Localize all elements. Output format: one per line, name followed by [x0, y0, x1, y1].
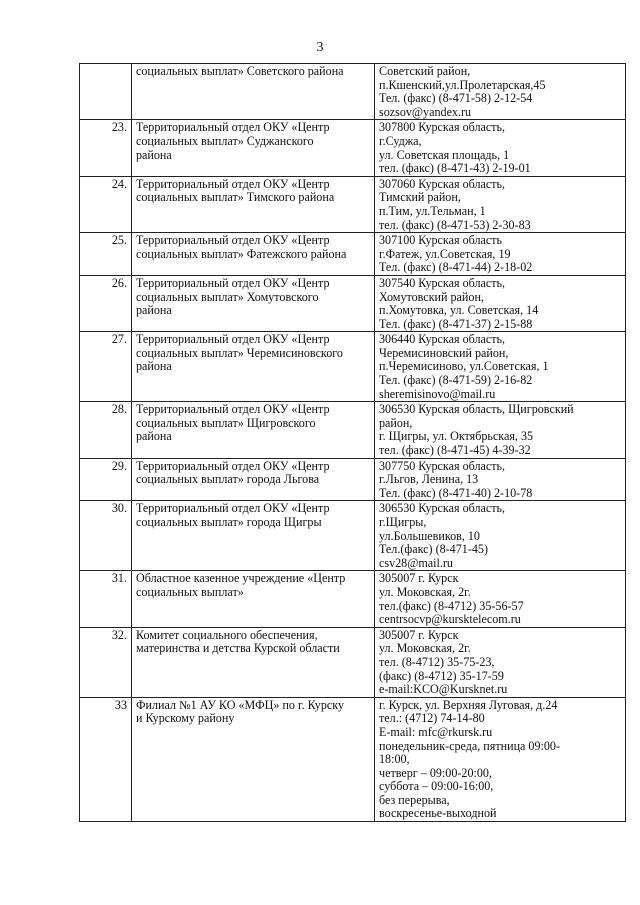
- page-number: 3: [316, 40, 324, 55]
- address-line: 306530 Курская область, Щигровский: [379, 402, 574, 417]
- address-line: суббота – 09:00-16:00,: [379, 779, 494, 794]
- address-line: 307100 Курская область: [379, 233, 503, 248]
- organization-name-line: и Курскому району: [136, 711, 235, 726]
- address-line: Тел. (факс) (8-471-59) 2-16-82: [379, 373, 533, 388]
- organization-address: [375, 120, 626, 176]
- address-line: Тимский район,: [379, 190, 461, 205]
- address-line: тел. (8-4712) 35-75-23,: [379, 654, 495, 669]
- address-line: ул. Моковская, 2г.: [379, 584, 471, 599]
- organization-name-line: района: [136, 303, 172, 318]
- address-line: sheremisinovo@mail.ru: [379, 386, 496, 401]
- address-line: Тел. (факс) (8-471-40) 2-10-78: [379, 485, 533, 500]
- organization-name-line: Территориальный отдел ОКУ «Центр: [136, 233, 330, 248]
- address-line: г.Суджа,: [379, 133, 422, 148]
- organization-name: [132, 402, 375, 458]
- organization-name: [132, 332, 375, 402]
- organization-address: [375, 176, 626, 232]
- row-number: 33: [80, 697, 132, 821]
- organization-name-line: района: [136, 147, 172, 162]
- organization-name-line: Территориальный отдел ОКУ «Центр: [136, 176, 330, 191]
- address-line: E-mail: mfc@rkursk.ru: [379, 724, 493, 739]
- row-number: 30.: [80, 501, 132, 571]
- organization-name-line: Филиал №1 АУ КО «МФЦ» по г. Курску: [136, 697, 345, 712]
- address-line: тел. (факс) (8-471-53) 2-30-83: [379, 217, 531, 232]
- organization-name-line: Территориальный отдел ОКУ «Центр: [136, 402, 330, 417]
- address-line: п.Кшенский,ул.Пролетарская,45: [379, 77, 546, 92]
- table-row: [80, 402, 626, 458]
- organization-name: [132, 571, 375, 627]
- organization-address: [375, 458, 626, 501]
- table-row: [80, 275, 626, 331]
- organization-name-line: социальных выплат» города Щигры: [136, 515, 322, 529]
- address-line: 307060 Курская область,: [379, 176, 506, 191]
- address-line: centrsocvp@kursktelecom.ru: [379, 612, 521, 627]
- address-line: г. Курск, ул. Верхняя Луговая, д.24: [379, 697, 558, 712]
- address-line: csv28@mail.ru: [379, 555, 453, 570]
- row-number: 29.: [80, 458, 132, 501]
- registry-table: [79, 63, 626, 822]
- address-line: воскресенье-выходной: [379, 806, 497, 821]
- organization-name-line: Территориальный отдел ОКУ «Центр: [136, 501, 330, 516]
- table-row: [80, 176, 626, 232]
- table-row: [80, 501, 626, 571]
- address-line: понедельник-среда, пятница 09:00-: [379, 738, 561, 753]
- organization-name: [132, 501, 375, 571]
- address-line: 18:00,: [379, 752, 410, 767]
- organization-name: [132, 120, 375, 176]
- organization-name-line: Территориальный отдел ОКУ «Центр: [136, 120, 330, 135]
- organization-name-line: социальных выплат» Советского района: [136, 64, 344, 78]
- row-number: [80, 64, 132, 120]
- organization-name: [132, 458, 375, 501]
- organization-name-line: района: [136, 429, 172, 444]
- address-line: 307800 Курская область,: [379, 120, 506, 135]
- organization-name-line: района: [136, 359, 172, 374]
- address-line: г.Льгов, Ленина, 13: [379, 472, 479, 487]
- address-line: Хомутовский район,: [379, 289, 484, 304]
- address-line: без перерыва,: [379, 792, 450, 807]
- address-line: г.Щигры,: [379, 515, 427, 529]
- organization-name-line: социальных выплат»: [136, 584, 244, 599]
- organization-address: [375, 402, 626, 458]
- address-line: 307540 Курская область,: [379, 275, 506, 290]
- organization-address: [375, 233, 626, 276]
- organization-name-line: социальных выплат» Суджанского: [136, 133, 314, 148]
- organization-address: [375, 64, 626, 120]
- address-line: ул.Большевиков, 10: [379, 528, 480, 543]
- table-row: [80, 571, 626, 627]
- row-number: 31.: [80, 571, 132, 627]
- address-line: п.Черемисиново, ул.Советская, 1: [379, 359, 549, 374]
- row-number: 27.: [80, 332, 132, 402]
- organization-address: [375, 571, 626, 627]
- organization-address: [375, 501, 626, 571]
- address-line: Тел.(факс) (8-471-45): [379, 542, 488, 557]
- table-row: [80, 332, 626, 402]
- organization-name: [132, 176, 375, 232]
- row-number: 26.: [80, 275, 132, 331]
- address-line: (факс) (8-4712) 35-17-59: [379, 668, 504, 683]
- table-row: [80, 458, 626, 501]
- row-number: 23.: [80, 120, 132, 176]
- organization-address: [375, 697, 626, 821]
- row-number: 24.: [80, 176, 132, 232]
- table-row: [80, 697, 626, 821]
- organization-address: [375, 275, 626, 331]
- address-line: четверг – 09:00-20:00,: [379, 765, 492, 780]
- table-row: [80, 64, 626, 120]
- address-line: ул. Советская площадь, 1: [379, 147, 510, 162]
- organization-name: [132, 275, 375, 331]
- organization-name-line: Территориальный отдел ОКУ «Центр: [136, 275, 330, 290]
- table-row: [80, 120, 626, 176]
- address-line: тел. (факс) (8-471-45) 4-39-32: [379, 443, 531, 458]
- address-line: тел.: (4712) 74-14-80: [379, 711, 485, 726]
- address-line: 305007 г. Курск: [379, 571, 459, 586]
- address-line: г.Фатеж, ул.Советская, 19: [379, 246, 511, 261]
- row-number: 25.: [80, 233, 132, 276]
- organization-name-line: социальных выплат» Черемисиновского: [136, 345, 343, 360]
- organization-address: [375, 332, 626, 402]
- address-line: sozsov@yandex.ru: [379, 104, 472, 119]
- organization-name-line: Территориальный отдел ОКУ «Центр: [136, 458, 330, 473]
- address-line: 306440 Курская область,: [379, 332, 506, 347]
- organization-name: [132, 697, 375, 821]
- address-line: п.Хомутовка, ул. Советская, 14: [379, 303, 539, 318]
- organization-name: [132, 627, 375, 697]
- organization-name-line: Комитет социального обеспечения,: [136, 627, 318, 642]
- address-line: 306530 Курская область,: [379, 501, 506, 516]
- organization-name-line: социальных выплат» Тимского района: [136, 190, 335, 205]
- address-line: Черемисиновский район,: [379, 345, 509, 360]
- organization-name-line: Территориальный отдел ОКУ «Центр: [136, 332, 330, 347]
- table-row: [80, 627, 626, 697]
- registry-table-body: [80, 64, 626, 822]
- address-line: e-mail:KCO@Kursknet.ru: [379, 682, 508, 697]
- address-line: Тел. (факс) (8-471-44) 2-18-02: [379, 260, 533, 275]
- organization-name-line: материнства и детства Курской области: [136, 641, 340, 656]
- row-number: 28.: [80, 402, 132, 458]
- row-number: 32.: [80, 627, 132, 697]
- organization-name-line: Областное казенное учреждение «Центр: [136, 571, 346, 586]
- address-line: тел.(факс) (8-4712) 35-56-57: [379, 598, 524, 613]
- organization-address: [375, 627, 626, 697]
- address-line: Советский район,: [379, 64, 471, 78]
- organization-name: [132, 233, 375, 276]
- address-line: ул. Моковская, 2г.: [379, 641, 471, 656]
- organization-name-line: социальных выплат» Хомутовского: [136, 289, 319, 304]
- address-line: Тел. (факс) (8-471-37) 2-15-88: [379, 316, 533, 331]
- address-line: район,: [379, 415, 413, 430]
- address-line: г. Щигры, ул. Октябрьская, 35: [379, 429, 534, 444]
- address-line: 307750 Курская область,: [379, 458, 506, 473]
- address-line: п.Тим, ул.Тельман, 1: [379, 203, 486, 218]
- organization-name-line: социальных выплат» города Льгова: [136, 472, 320, 487]
- address-line: тел. (факс) (8-471-43) 2-19-01: [379, 161, 531, 176]
- organization-name: [132, 64, 375, 120]
- organization-name-line: социальных выплат» Щигровского: [136, 415, 316, 430]
- address-line: Тел. (факс) (8-471-58) 2-12-54: [379, 91, 533, 106]
- table-row: [80, 233, 626, 276]
- organization-name-line: социальных выплат» Фатежского района: [136, 246, 347, 261]
- address-line: 305007 г. Курск: [379, 627, 459, 642]
